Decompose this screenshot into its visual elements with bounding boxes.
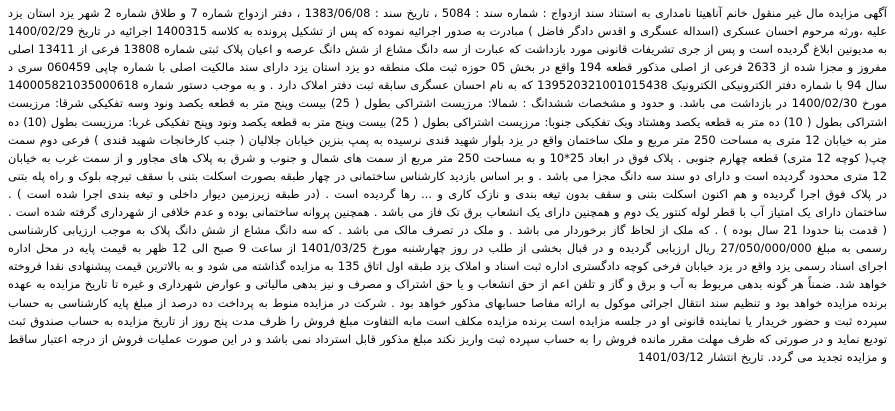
- auction-notice-text: آگهی مزایده مال غیر منقول خانم آناهیتا نامداری به استناد سند ازدواج : شماره سند : 5084 ، تاریخ سند : 1383/06/08 ، دفتر ازدواج شماره 7 و طلاق شماره 2 شهر یزد استان یزد علیه ،ورثه مرحوم احسان عسکری (اسداله عسگری و اقدس دادگر فاضل ) مبادرت به صدور اجرائیه نموده که پس از تشکیل پرونده به کلاسه 1400315 اجرائیه در تاریخ 1400/02/29 به مدیونین ابلاغ گردیده است و پس از جری تشریفات قانونی مورد بازداشت که عبارت از سه دانگ مشاع از شش دانگ عرصه و اعیان پلاک ثبتی شماره 13808 فرعی از 13411 اصلی مفروز و مجزا شده از 2633 فرعی از اصلی مذکور قطعه 194 واقع در بخش 05 حوزه ثبت ملک منطقه دو یزد استان یزد دارای سند مالکیت اصلی با شماره چاپی 060459 سری د سال 94 با شماره دفتر الکترونیکی الکترونیک 139520321001015438 که به نام احسان عسگری سابقه ثبت دفتر املاک دارد . و به موجب دستور شماره 140005821035000618 مورخ 1400/02/30 در بازداشت می باشد. و حدود و مشخصات ششدانگ : شمالا: مرزیست اشتراکی بطول ( 25) بیست وپنج متر به قطعه یکصد ونود وسه تفکیکی شرقا: مرزیست اشتراکی بطول ( 10) ده متر به قطعه یکصد وهشتاد ویک تفکیکی جنوبا: مرزیست اشتراکی بطول ( 25) بیست وپنج متر به قطعه یکصد ونود وپنج تفکیکی غربا: مرزیست بطول (10) ده متر به خیابان 12 متری به مساحت 250 متر مربع و ملک ساختمان واقع در یزد بلوار شهید قندی نرسیده به پمپ بنزین خیابان جلالیان ( جنب کارخانجات شهید قندی ) فرعی دوم سمت چپ( کوچه 12 متری) قطعه چهارم جنوبی . پلاک فوق در ابعاد 25*10 و به مساحت 250 متر مربع از سمت های شمال و جنوب و شرق به پلاک های مجاور و از سمت غرب به خیابان 12 متری محدود گردیده است و دارای دو سند سه دانگ مجزا می باشد . و بر اساس بازدید کارشناس ساختمانی در چهار طبقه بصورت اسکلت بتنی با سقف تیرچه بلوک و راه پله بتنی در پلاک فوق اجرا گردیده و هم اکنون اسکلت بتنی و سقف بدون تیغه بندی و نازک کاری و ... رها گردیده است . (در طبقه زیرزمین دیوار داخلی و تیغه بندی اجرا شده است ) . ساختمان دارای یک امتیاز آب با قطر لوله کنتور یک دوم و همچنین دارای یک انشعاب برق تک فاز می باشد . همچنین پروانه ساختمانی بوده و عدم خلافی از شهرداری گرفته شده است . ( قدمت بنا حدودا 21 سال بوده ) . که ملک از لحاظ گاز برخوردار می باشد . و ملک در تصرف مالک می باشد . که سه دانگ مشاع از شش دانگ پلاک به موجب ارزیابی کارشناسی رسمی به مبلغ 27/050/000/000 ریال ارزیابی گردیده و در قبال بخشی از طلب در روز چهارشنبه مورخ 1401/03/25 از ساعت 9 صبح الی 12 ظهر به قیمت پایه در محل اداره اجرای اسناد رسمی یزد واقع در یزد خیابان فرخی کوچه دادگستری اداره ثبت اسناد و املاک یزد طبقه اول اتاق 135 به مزایده گذاشته می شود و به بالاترین قیمت پیشنهادی نقدا فروخته خواهد شد. ضمناً هر گونه بدهی مربوط به آب و برق و گاز و تلفن اعم از حق انشعاب و یا حق اشتراک و مصرف و نیز بدهی مالیاتی و عوارض شهرداری و غیره تا تاریخ مزایده به عهده برنده مزایده خواهد بود و تنظیم سند انتقال اجرائی موکول به ارائه مفاصا حسابهای مذکور خواهد بود . شرکت در مزایده منوط به پرداخت ده درصد از مبلغ پایه کارشناسی به حساب سپرده ثبت و حضور خریدار یا نماینده قانونی او در جلسه مزایده است برنده مزایده مکلف است مابه التفاوت مبلغ فروش را ظرف مدت پنج روز از تاریخ مزایده به حساب صندوق ثبت تودیع نماید و در صورتی که ظرف مهلت مقرر مانده فروش را به حساب سپرده ثبت واریز نکند مبلغ مذکور قابل استرداد نمی باشد و در این صورت عملیات فروش از درجه اعتبار ساقط و مزایده تجدید می گردد. تاریخ انتشار 1401/03/12: [8, 6, 887, 364]
